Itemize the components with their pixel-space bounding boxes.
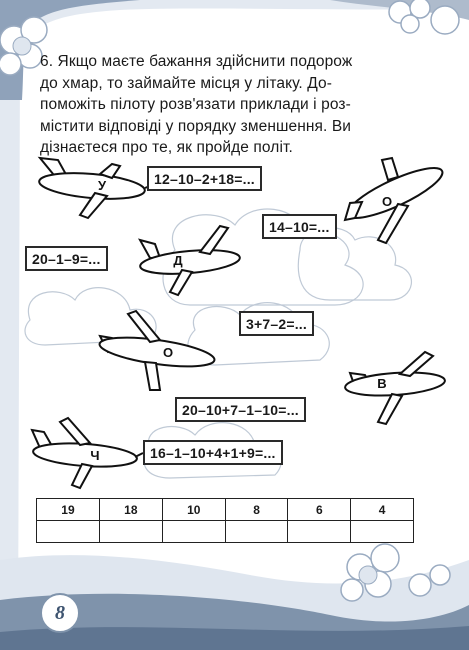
answer-letter-cell[interactable] <box>288 521 351 543</box>
task-line: дізнаєтеся про те, як пройде політ. <box>40 139 293 156</box>
answer-numbers-row <box>37 499 414 521</box>
task-line: до хмар, то займайте місця у літаку. До- <box>40 74 332 92</box>
plane-ch <box>32 418 143 488</box>
example-box: 16–1–10+4+1+9=... <box>143 440 283 465</box>
plane-v <box>344 352 445 424</box>
answer-letters-row <box>37 521 414 543</box>
answer-letter-cell[interactable] <box>351 521 414 543</box>
task-line: 6. Якщо маєте бажання здійснити подорож <box>40 53 353 70</box>
plane-letter: В <box>377 376 387 391</box>
plane-d <box>139 226 241 295</box>
example-box: 3+7–2=... <box>239 311 314 336</box>
task-line: поможіть пілоту розв'язати приклади і роз- <box>40 96 351 113</box>
example-box: 14–10=... <box>262 214 337 239</box>
plane-letter: Ч <box>90 448 100 463</box>
plane-u <box>38 158 152 218</box>
answer-letter-cell[interactable] <box>99 521 162 543</box>
task-line: містити відповіді у порядку зменшення. Ви <box>40 117 352 135</box>
example-box: 20–10+7–1–10=... <box>175 397 306 422</box>
example-box: 12–10–2+18=... <box>147 166 262 191</box>
plane-letter: О <box>162 345 174 360</box>
answer-number: 19 <box>37 499 100 521</box>
plane-letter: Д <box>173 253 183 268</box>
plane-letter: О <box>381 194 393 209</box>
plane-o-mid <box>98 311 216 390</box>
page-number: 8 <box>40 593 80 633</box>
plane-o-top <box>342 158 447 243</box>
plane-letter: У <box>97 178 107 193</box>
answer-number: 10 <box>162 499 225 521</box>
answer-letter-cell[interactable] <box>162 521 225 543</box>
answer-table <box>36 498 414 543</box>
answer-number: 8 <box>225 499 288 521</box>
example-box: 20–1–9=... <box>25 246 108 271</box>
answer-letter-cell[interactable] <box>225 521 288 543</box>
answer-number: 4 <box>351 499 414 521</box>
answer-letter-cell[interactable] <box>37 521 100 543</box>
answer-number: 6 <box>288 499 351 521</box>
answer-number: 18 <box>99 499 162 521</box>
